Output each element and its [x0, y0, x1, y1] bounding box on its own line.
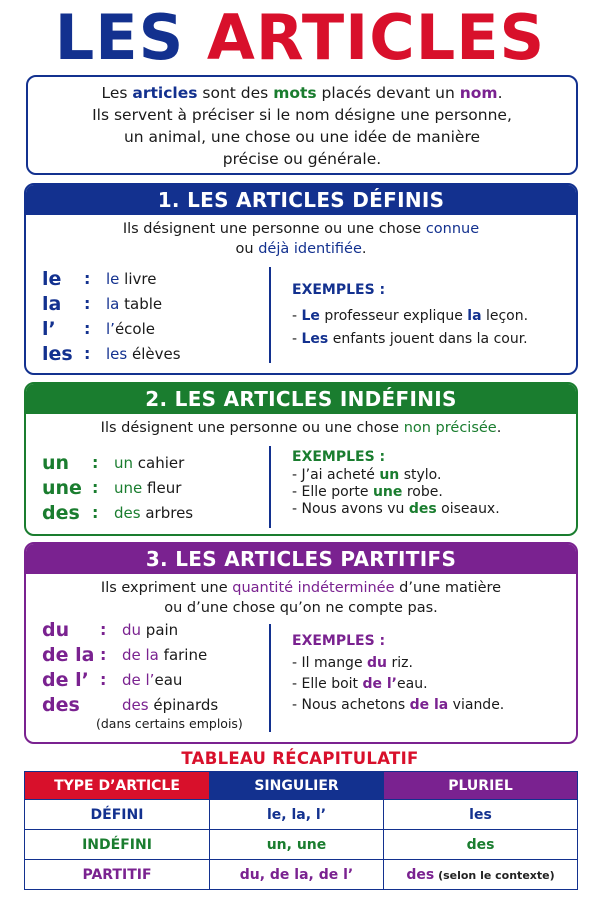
intro-line2: Ils servent à préciser si le nom désigne une personne, — [92, 106, 512, 124]
section-indefinis-desc: Ils désignent une personne ou une chose non précisée. — [100, 420, 502, 436]
section-definis-header: 1. LES ARTICLES DÉFINIS — [26, 185, 576, 215]
definis-rows — [42, 266, 181, 366]
partitifs-examples: EXEMPLES : - Il mange du riz. - Elle boit de l’eau. - Nous achetons de la viande. — [292, 633, 505, 713]
example-line: - Nous achetons de la viande. — [292, 697, 505, 713]
intro-word-nom: nom — [459, 84, 498, 102]
divider — [269, 267, 271, 363]
example-line: - Nous avons vu des oiseaux. — [292, 501, 500, 517]
list-item: de la : de la farine — [42, 643, 208, 666]
example-line: - Elle porte une robe. — [292, 484, 443, 500]
list-item: le : le livre — [42, 267, 157, 290]
indefinis-examples: EXEMPLES : - J’ai acheté un stylo. - Elle porte une robe. - Nous avons vu des oiseaux. — [292, 449, 500, 517]
list-item: des : des arbres — [42, 501, 194, 524]
recap-title: TABLEAU RÉCAPITULATIF — [181, 749, 419, 768]
intro-line3: un animal, une chose ou une idée de manière — [123, 128, 481, 146]
example-line: - Les enfants jouent dans la cour. — [292, 331, 528, 347]
intro-word-mots: mots — [273, 84, 317, 102]
table-row: PARTITIF du, de la, de l’ des (selon le contexte) — [25, 860, 578, 890]
list-item: une : une fleur — [42, 476, 182, 499]
intro-box — [26, 75, 578, 175]
example-line: - Il mange du riz. — [292, 655, 413, 671]
intro-word-articles: articles — [132, 84, 198, 102]
title-part1: LES — [54, 1, 185, 74]
list-item: la : la table — [42, 292, 163, 315]
recap-header-pluriel: PLURIEL — [384, 772, 578, 800]
intro-line4: précise ou générale. — [222, 150, 382, 168]
recap-header-type: TYPE D’ARTICLE — [25, 772, 210, 800]
section-definis — [24, 183, 578, 375]
divider — [269, 446, 271, 528]
table-row: DÉFINI le, la, l’ les — [25, 800, 578, 830]
section-partitifs-header: 3. LES ARTICLES PARTITIFS — [26, 544, 576, 574]
indefinis-rows — [42, 450, 193, 525]
list-item: un : un cahier — [42, 451, 185, 474]
partitifs-rows — [42, 617, 218, 717]
section-indefinis — [24, 382, 578, 536]
example-line: - J’ai acheté un stylo. — [292, 467, 442, 483]
example-line: - Elle boit de l’eau. — [292, 676, 428, 692]
section-partitifs-desc: Ils expriment une quantité indéterminée d’une matière ou d’une chose qu’on ne compte pas. — [100, 580, 502, 616]
definis-examples: EXEMPLES : - Le professeur explique la leçon. - Les enfants jouent dans la cour. — [292, 282, 529, 347]
list-item: l’ : l’école — [42, 317, 155, 340]
list-item: les : les élèves — [42, 342, 181, 365]
list-item: de l’ : de l’eau — [42, 668, 183, 691]
example-line: - Le professeur explique la leçon. — [292, 308, 529, 324]
list-item: des des épinards — [42, 693, 219, 716]
partitifs-note: (dans certains emplois) — [96, 716, 243, 731]
title-part2: ARTICLES — [206, 1, 546, 74]
section-definis-desc: Ils désignent une personne ou une chose connue ou déjà identifiée. — [122, 221, 480, 257]
recap-table — [24, 771, 578, 890]
intro-line1: Les articles sont des mots placés devant un nom. — [101, 84, 503, 102]
section-partitifs — [24, 542, 578, 744]
recap-header-singulier: SINGULIER — [210, 772, 384, 800]
section-indefinis-header: 2. LES ARTICLES INDÉFINIS — [26, 384, 576, 414]
divider — [269, 624, 271, 732]
table-row: INDÉFINI un, une des — [25, 830, 578, 860]
list-item: du : du pain — [42, 618, 179, 641]
page-title — [0, 2, 600, 74]
